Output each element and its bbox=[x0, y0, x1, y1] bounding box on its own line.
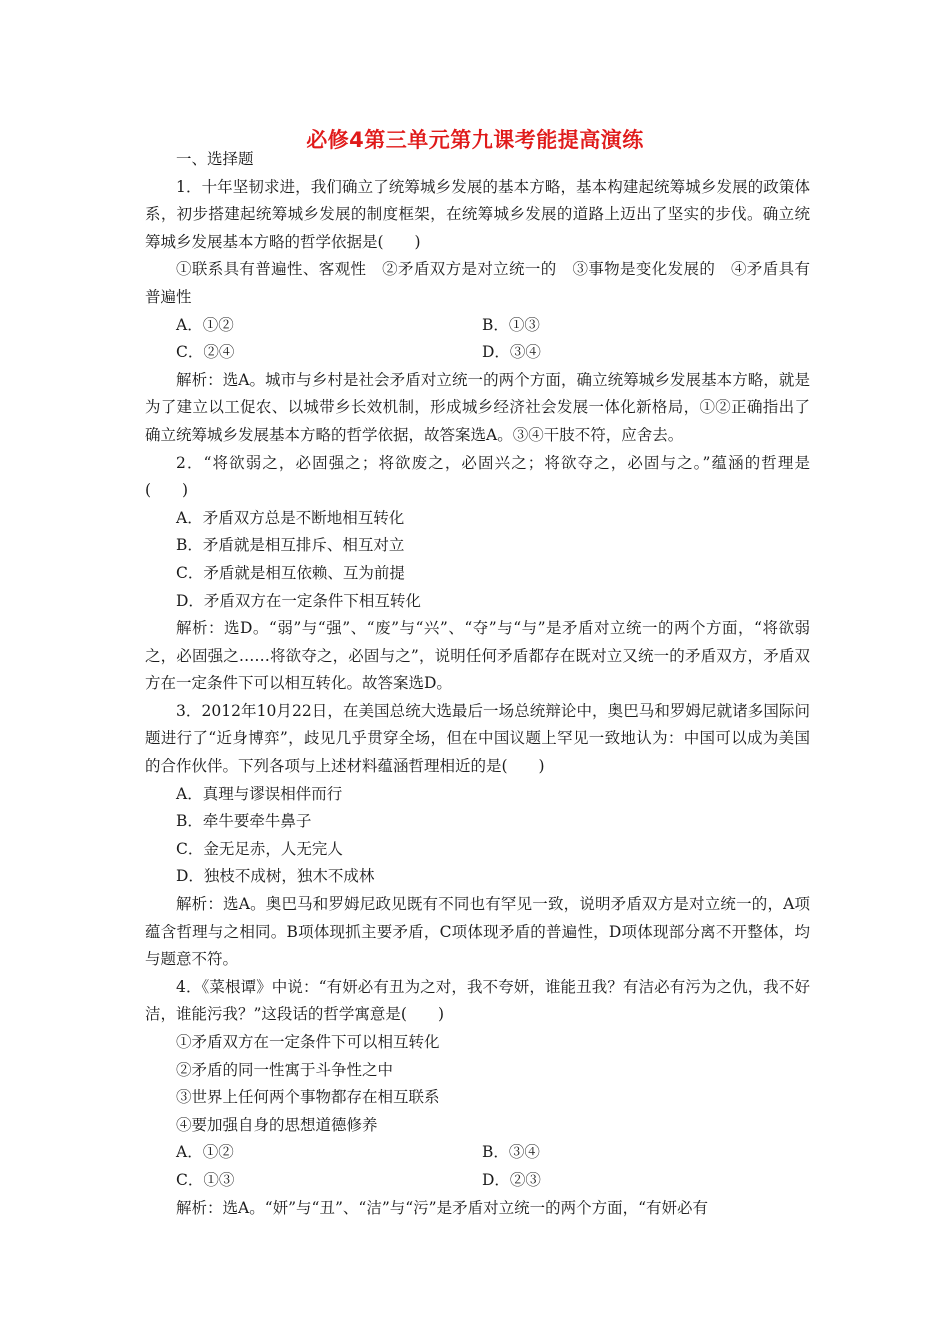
option-c: C．金无足赤，人无完人 bbox=[176, 839, 343, 858]
option-c: C．矛盾就是相互依赖、互为前提 bbox=[176, 563, 405, 582]
option-c: C．①③ bbox=[176, 1170, 235, 1189]
question-4-item-1: ①矛盾双方在一定条件下可以相互转化 bbox=[176, 1033, 440, 1051]
question-4-options-row-2 bbox=[145, 1167, 810, 1195]
option-d: D．③④ bbox=[482, 343, 541, 362]
question-4-analysis: 解析：选A。“妍”与“丑”、“洁”与“污”是矛盾对立统一的两个方面，“有妍必有 bbox=[176, 1198, 709, 1217]
option-a: A．矛盾双方总是不断地相互转化 bbox=[176, 508, 405, 527]
question-2-stem: 2．“将欲弱之，必固强之；将欲废之，必固兴之；将欲夺之，必固与之。”蕴涵的哲理是( ) bbox=[145, 453, 810, 500]
question-3-stem: 3．2012年10月22日，在美国总统大选最后一场总统辩论中，奥巴马和罗姆尼就诸多国际问题进行了“近身博弈”，歧见几乎贯穿全场，但在中国议题上罕见一致地认为：中国可以成为美国的合作伙伴。下列各项与上述材料蕴涵哲理相近的是( ) bbox=[145, 701, 810, 776]
question-2-analysis: 解析：选D。“弱”与“强”、“废”与“兴”、“夺”与“与”是矛盾对立统一的两个方面，“将欲弱之，必固强之……将欲夺之，必固与之”，说明任何矛盾都存在既对立又统一的矛盾双方，矛盾双方在一定条件下可以相互转化。故答案选D。 bbox=[145, 619, 810, 693]
page-title: 必修4第三单元第九课考能提高演练 bbox=[306, 128, 644, 152]
option-a: A．①② bbox=[176, 315, 234, 334]
option-d: D．②③ bbox=[482, 1170, 541, 1189]
option-d: D．矛盾双方在一定条件下相互转化 bbox=[176, 591, 421, 610]
document-body bbox=[145, 146, 810, 1222]
option-c: C．②④ bbox=[176, 343, 235, 362]
question-1-analysis: 解析：选A。城市与乡村是社会矛盾对立统一的两个方面，确立统筹城乡发展基本方略，就是为了建立以工促农、以城带乡长效机制，形成城乡经济社会发展一体化新格局，①②正确指出了确立统筹城乡发展基本方略的哲学依据，故答案选A。③④干肢不符，应舍去。 bbox=[145, 370, 810, 444]
question-1-options-row-2 bbox=[145, 339, 810, 367]
question-3-analysis: 解析：选A。奥巴马和罗姆尼政见既有不同也有罕见一致，说明矛盾双方是对立统一的，A项蕴含哲理与之相同。B项体现抓主要矛盾，C项体现矛盾的普遍性，D项体现部分离不开整体，均与题意不符。 bbox=[145, 895, 810, 969]
question-1-items: ①联系具有普遍性、客观性 ②矛盾双方是对立统一的 ③事物是变化发展的 ④矛盾具有普遍性 bbox=[145, 260, 810, 306]
option-b: B．牵牛要牵牛鼻子 bbox=[176, 812, 312, 831]
question-4-item-2: ②矛盾的同一性寓于斗争性之中 bbox=[176, 1060, 394, 1079]
option-b: B．矛盾就是相互排斥、相互对立 bbox=[176, 536, 405, 555]
option-a: A．真理与谬误相伴而行 bbox=[176, 784, 343, 803]
question-1-stem: 1．十年坚韧求进，我们确立了统筹城乡发展的基本方略，基本构建起统筹城乡发展的政策体系，初步搭建起统筹城乡发展的制度框架，在统筹城乡发展的道路上迈出了坚实的步伐。确立统筹城乡发展基本方略的哲学依据是( ) bbox=[145, 177, 810, 251]
question-4-options-row-1 bbox=[145, 1139, 810, 1167]
question-4-item-4: ④要加强自身的思想道德修养 bbox=[176, 1115, 378, 1134]
section-heading: 一、选择题 bbox=[176, 150, 254, 168]
option-b: B．③④ bbox=[482, 1143, 540, 1162]
option-d: D．独枝不成树，独木不成林 bbox=[176, 867, 375, 886]
question-1-options-row-1 bbox=[145, 312, 810, 340]
option-b: B．①③ bbox=[482, 315, 540, 334]
option-a: A．①② bbox=[176, 1143, 234, 1162]
question-4-stem: 4．《菜根谭》中说：“有妍必有丑为之对，我不夸妍，谁能丑我？有洁必有污为之仇，我不好洁，谁能污我？”这段话的哲学寓意是( ) bbox=[145, 977, 810, 1024]
question-4-item-3: ③世界上任何两个事物都存在相互联系 bbox=[176, 1088, 440, 1107]
